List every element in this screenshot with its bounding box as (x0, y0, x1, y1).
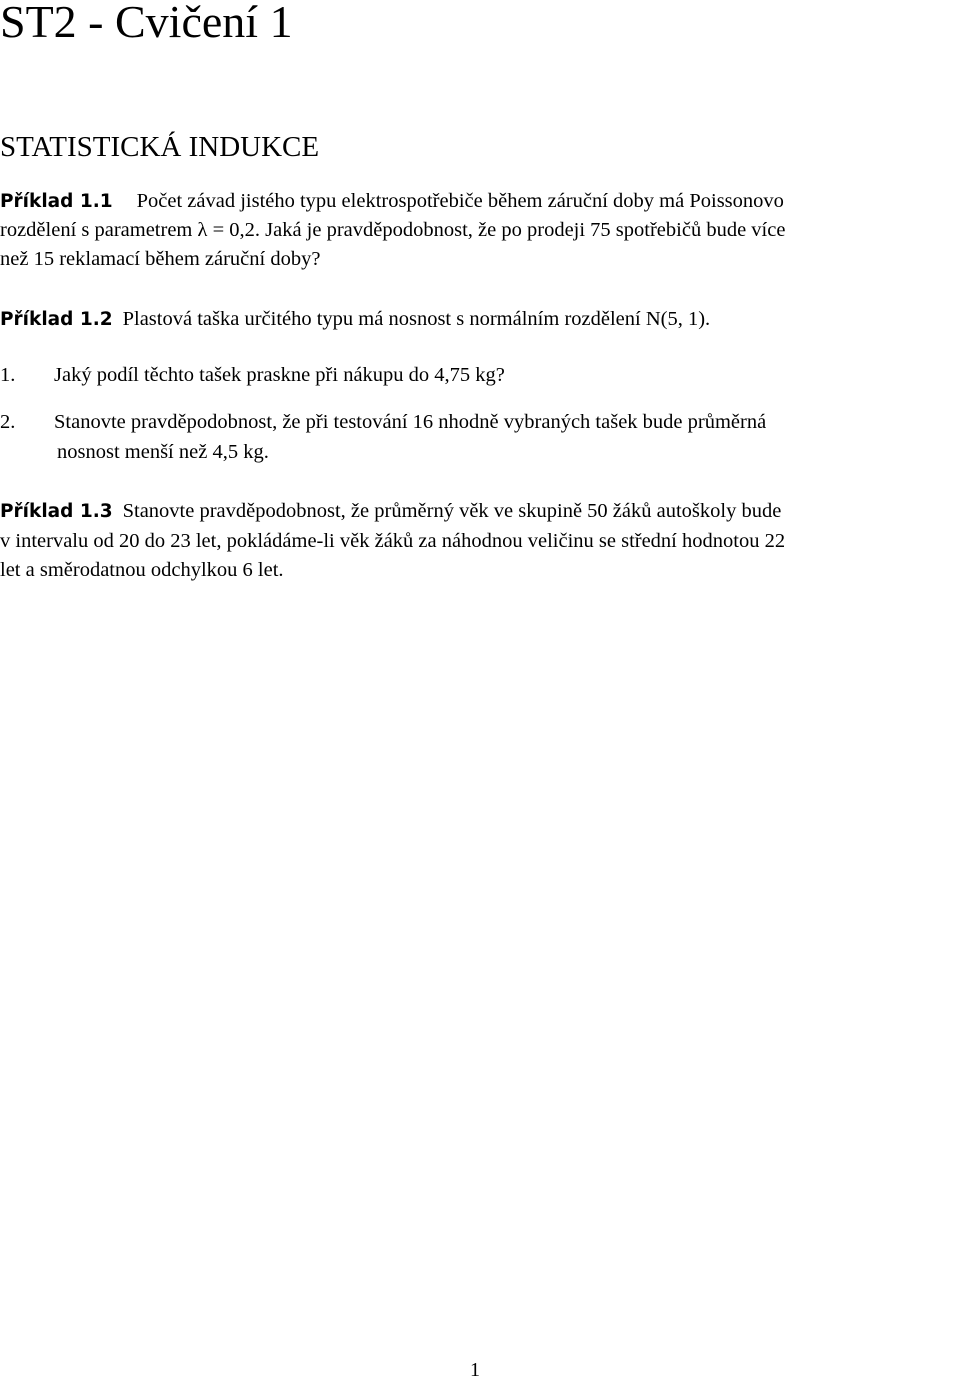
example-1-3-line-3: let a směrodatnou odchylkou 6 let. (0, 559, 284, 581)
example-text: Plastová taška určitého typu má nosnost s normálním rozdělení N(5, 1). (122, 308, 711, 330)
example-1-2-line-1 (0, 306, 710, 333)
list-item (0, 362, 505, 388)
example-1-3-line-1 (0, 498, 781, 525)
example-1-1-line-1 (0, 188, 784, 215)
list-item (0, 409, 766, 435)
example-1-3-line-2: v intervalu od 20 do 23 let, pokládáme-li věk žáků za náhodnou veličinu se střední hodnotou 22 (0, 530, 786, 552)
list-item-continuation: nosnost menší než 4,5 kg. (57, 441, 269, 463)
example-text: Stanovte pravděpodobnost, že průměrný věk ve skupině 50 žáků autoškoly bude (122, 500, 782, 522)
list-item-text: Stanovte pravděpodobnost, že při testování 16 nhodně vybraných tašek bude průměrná (54, 411, 767, 433)
document-title: ST2 - Cvičení 1 (0, 0, 293, 47)
example-text: Počet závad jistého typu elektrospotřebiče během záruční doby má Poissonovo (136, 190, 784, 212)
list-item-text: Jaký podíl těchto tašek praskne při nákupu do 4,75 kg? (54, 364, 505, 386)
section-title: STATISTICKÁ INDUKCE (0, 131, 320, 163)
page-number: 1 (470, 1359, 480, 1381)
example-label: Příklad 1.1 (0, 191, 113, 212)
example-label: Příklad 1.3 (0, 501, 113, 522)
example-1-1-line-2: rozdělení s parametrem λ = 0,2. Jaká je pravděpodobnost, že po prodeji 75 spotřebičů bude více (0, 219, 786, 241)
example-label: Příklad 1.2 (0, 309, 113, 330)
example-1-1-line-3: než 15 reklamací během záruční doby? (0, 248, 321, 270)
list-item-number: 1. (0, 364, 16, 386)
list-item-number: 2. (0, 411, 16, 433)
